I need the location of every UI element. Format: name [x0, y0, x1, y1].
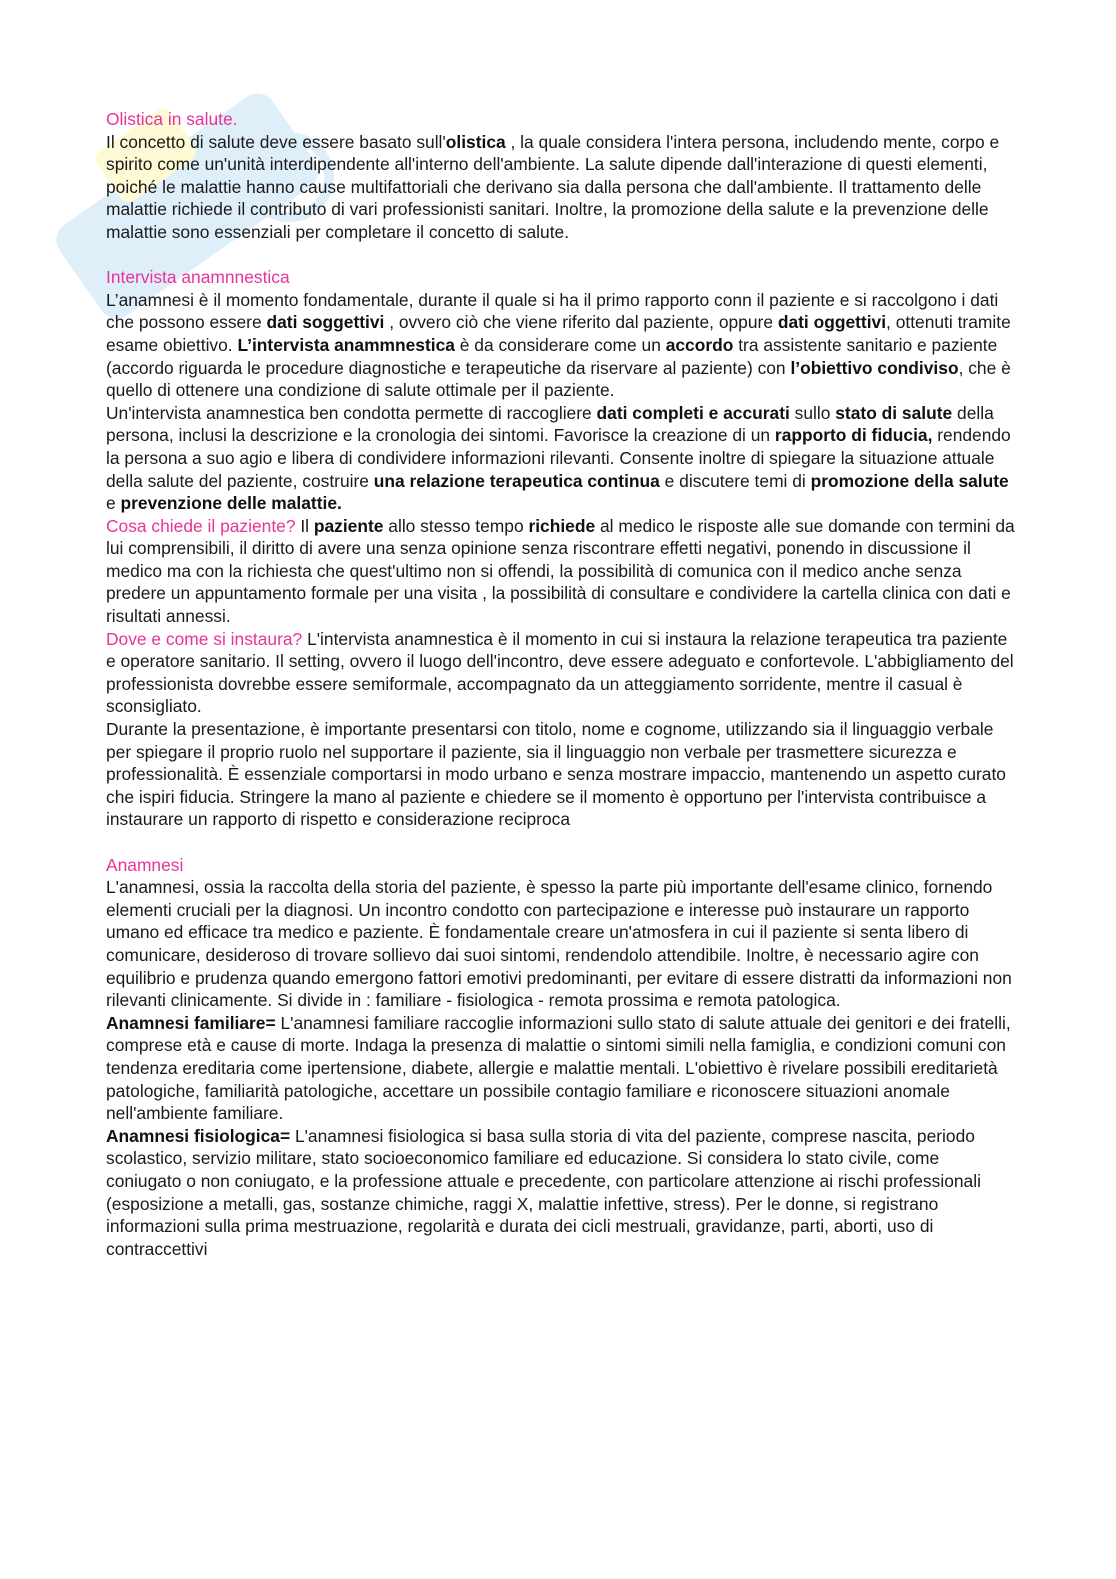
- paragraph-intervista-3: Cosa chiede il paziente? Il paziente allo stesso tempo richiede al medico le risposte alle sue domande con termini da lui comprensibili, il diritto di avere una senza opinione senza riscontrare effetti negativi, ponendo in discussione il medico ma con la richiesta che quest'ultimo non si offendi, la possibilità di comunica con il medico anche senza predere un appuntamento formale per una visita , la possibilità di consultare e condividere la cartella clinica con dati e risultati annessi.: [106, 515, 1015, 627]
- paragraph-intervista-5: Durante la presentazione, è importante presentarsi con titolo, nome e cognome, utilizzando sia il linguaggio verbale per spiegare il proprio ruolo nel supportare il paziente, sia il linguaggio non verbale per trasmettere sicurezza e professionalità. È essenziale comportarsi in modo urbano e senza mostrare impaccio, mantenendo un aspetto curato che ispiri fiducia. Stringere la mano al paziente e chiedere se il momento è opportuno per l'intervista contribuisce a instaurare un rapporto di rispetto e considerazione reciproca: [106, 719, 1006, 830]
- paragraph-anamnesi-familiare: Anamnesi familiare= L'anamnesi familiare raccoglie informazioni sullo stato di salute attuale dei genitori e dei fratelli, comprese età e cause di morte. Indaga la presenza di malattie o sintomi simili nella famiglia, e condizioni comuni con tendenza ereditaria come ipertensione, diabete, allergie e malattie mentali. L'obiettivo è rivelare possibili ereditarietà patologiche, familiarità patologiche, accettare un possibile contagio familiare e riconoscere situazioni anomale nell'ambiente familiare.: [106, 1012, 1011, 1124]
- subheading-cosa-chiede: Cosa chiede il paziente?: [106, 515, 296, 536]
- paragraph-anamnesi-fisiologica: Anamnesi fisiologica= L'anamnesi fisiologica si basa sulla storia di vita del paziente, comprese nascita, periodo scolastico, servizio militare, stato socioeconomico familiare ed educazione. Si considera lo stato civile, come coniugato o non coniugato, e la professione attuale e precedente, con particolare attenzione ai rischi professionali (esposizione a metalli, gas, sostanze chimiche, raggi X, malattie infettive, stress). Per le donne, si registrano informazioni sulla prima mestruazione, regolarità e durata dei cicli mestruali, gravidanze, parti, aborti, uso di contraccettivi: [106, 1125, 981, 1259]
- paragraph-anamnesi-1: L'anamnesi, ossia la raccolta della storia del paziente, è spesso la parte più importante dell'esame clinico, fornendo elementi cruciali per la diagnosi. Un incontro condotto con partecipazione e interesse può instaurare un rapporto umano ed efficace tra medico e paziente. È fondamentale creare un'atmosfera in cui il paziente si senta libero di comunicare, desideroso di trovare sollievo dai suoi sintomi, rendendolo attendibile. Inoltre, è necessario agire con equilibrio e prudenza quando emergono fattori emotivi predominanti, per evitare di essere distratti da informazioni non rilevanti clinicamente. Si divide in : familiare - fisiologica - remota prossima e remota patologica.: [106, 877, 1012, 1011]
- section-heading-intervista: Intervista anamnnestica: [106, 267, 290, 288]
- paragraph-intervista-2: Un'intervista anamnestica ben condotta permette di raccogliere dati completi e accurati sullo stato di salute della persona, inclusi la descrizione e la cronologia dei sintomi. Favorisce la creazione di un rapporto di fiducia, rendendo la persona a suo agio e libera di condividere informazioni rilevanti. Consente inoltre di spiegare la situazione attuale della salute del paziente, costruire una relazione terapeutica continua e discutere temi di promozione della salute e prevenzione delle malattie.: [106, 402, 1011, 514]
- paragraph-intervista-1: L’anamnesi è il momento fondamentale, durante il quale si ha il primo rapporto conn il paziente e si raccolgono i dati che possono essere dati soggettivi , ovvero ciò che viene riferito dal paziente, oppure dati oggettivi, ottenuti tramite esame obiettivo. L’intervista anammnestica è da considerare come un accordo tra assistente sanitario e paziente (accordo riguarda le procedure diagnostiche e terapeutiche da riservare al paziente) con l’obiettivo condiviso, che è quello di ottenere una condizione di salute ottimale per il paziente.: [106, 289, 1011, 401]
- section-heading-anamnesi: Anamnesi: [106, 854, 184, 875]
- paragraph-intervista-4: Dove e come si instaura? L'intervista anamnestica è il momento in cui si instaura la relazione terapeutica tra paziente e operatore sanitario. Il setting, ovvero il luogo dell'incontro, deve essere adeguato e confortevole. L'abbigliamento del professionista dovrebbe essere semiformale, accompagnato da un atteggiamento sorridente, mentre il casual è sconsigliato.: [106, 628, 1014, 717]
- section-heading-olistica: Olistica in salute.: [106, 109, 238, 129]
- document-body: [106, 108, 1016, 1260]
- paragraph-olistica: Il concetto di salute deve essere basato sull'olistica , la quale considera l'intera persona, includendo mente, corpo e spirito come un'unità interdipendente all'interno dell'ambiente. La salute dipende dall'interazione di questi elementi, poiché le malattie hanno cause multifattoriali che derivano sia dalla persona che dall'ambiente. Il trattamento delle malattie richiede il contributo di vari professionisti sanitari. Inoltre, la promozione della salute e la prevenzione delle malattie sono essenziali per completare il concetto di salute.: [106, 131, 1000, 242]
- subheading-dove-come: Dove e come si instaura?: [106, 628, 303, 649]
